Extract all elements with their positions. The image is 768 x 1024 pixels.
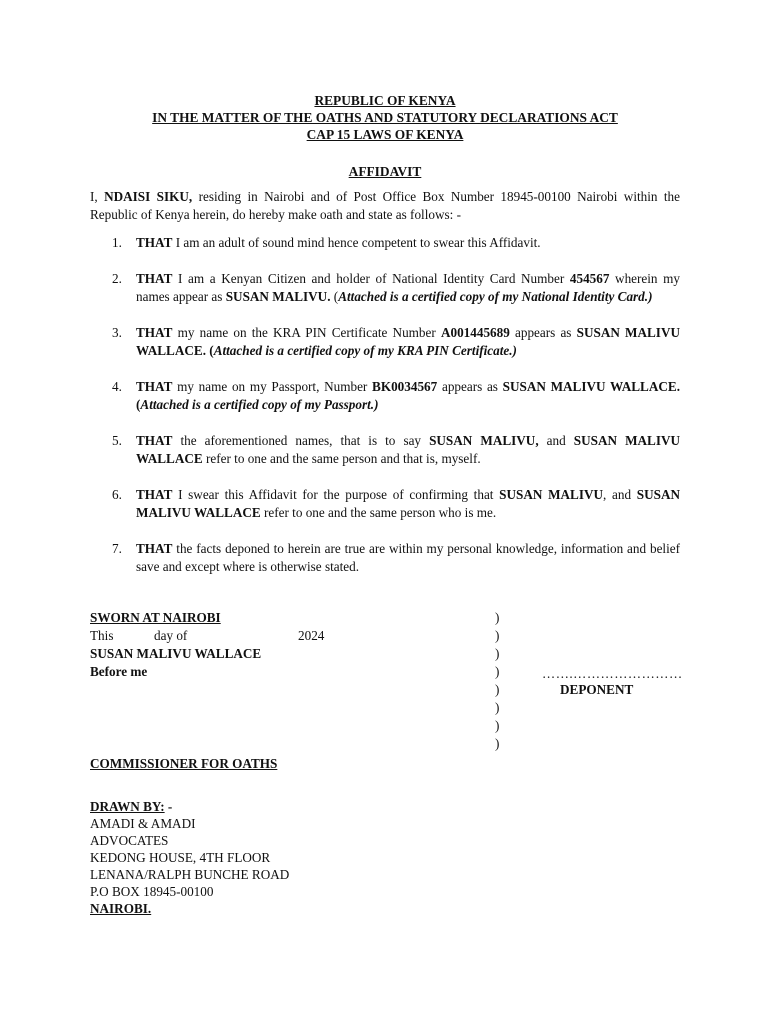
that-keyword: THAT	[136, 271, 173, 286]
name-susan-malivu: SUSAN MALIVU.	[225, 289, 331, 304]
paragraph-5	[90, 432, 680, 468]
paragraph-text: the facts deponed to herein are true are within my personal knowledge, information and belief save and except where is otherwise stated.	[136, 541, 680, 574]
commissioner-for-oaths: COMMISSIONER FOR OATHS	[90, 756, 278, 771]
firm-name: AMADI & AMADI	[90, 816, 196, 831]
year-value: 2024	[298, 628, 325, 643]
paragraph-text: I swear this Affidavit for the purpose of confirming that	[172, 487, 500, 502]
paragraph-3	[90, 324, 680, 360]
firm-type: ADVOCATES	[90, 833, 169, 848]
paragraph-number: 3.	[112, 325, 122, 340]
jurat-row	[90, 699, 610, 717]
paragraph-text: (	[330, 289, 339, 304]
firm-po-box: P.O BOX 18945-00100	[90, 884, 214, 899]
paragraph-text: my name on my Passport, Number	[172, 379, 373, 394]
name-susan-malivu: SUSAN MALIVU	[499, 487, 604, 502]
paragraph-text: , and	[603, 487, 637, 502]
signature-line: …….……………………	[542, 666, 683, 681]
paragraph-text: my name on the KRA PIN Certificate Number	[172, 325, 441, 340]
id-card-number: 454567	[569, 271, 610, 286]
intro-text: residing in Nairobi and of Post Office Box Number 18945-00100 Nairobi within the Republic of Kenya herein, do hereby make oath and state as follows: -	[90, 189, 680, 222]
firm-building: KEDONG HOUSE, 4TH FLOOR	[90, 850, 271, 865]
paragraph-text: the aforementioned names, that is to say	[172, 433, 430, 448]
drawn-by-label: DRAWN BY:	[90, 799, 165, 814]
paragraph-text: I am an adult of sound mind hence competent to swear this Affidavit.	[172, 235, 541, 250]
paragraph-number: 5.	[112, 433, 122, 448]
jurat-bracket: )	[495, 610, 500, 625]
jurat-row	[90, 645, 610, 663]
jurat-row	[90, 735, 610, 753]
that-keyword: THAT	[136, 379, 173, 394]
intro-paragraph	[90, 188, 680, 224]
kra-pin-number: A001445689	[440, 325, 510, 340]
that-keyword: THAT	[136, 433, 173, 448]
this-label: This	[90, 628, 114, 643]
paragraph-4	[90, 378, 680, 414]
affidavit-title: AFFIDAVIT	[348, 164, 422, 179]
day-of-label: day of	[154, 628, 188, 643]
paragraph-number: 1.	[112, 235, 122, 250]
paragraph-6	[90, 486, 680, 522]
jurat-section	[90, 609, 683, 753]
paragraph-text: . (	[202, 343, 214, 358]
before-me-label: Before me	[90, 664, 148, 679]
header-matter: IN THE MATTER OF THE OATHS AND STATUTORY DECLARATIONS ACT	[152, 110, 618, 125]
drawn-by-suffix: -	[164, 799, 173, 814]
paragraph-text: refer to one and the same person and that is, myself.	[202, 451, 481, 466]
jurat-bracket: )	[495, 700, 500, 715]
paragraph-1	[90, 234, 680, 252]
paragraph-7	[90, 540, 680, 576]
passport-number: BK0034567	[372, 379, 438, 394]
jurat-bracket: )	[495, 628, 500, 643]
name-susan-malivu-wallace: SUSAN MALIVU WALLACE	[136, 325, 680, 358]
that-keyword: THAT	[136, 325, 173, 340]
firm-street: LENANA/RALPH BUNCHE ROAD	[90, 867, 290, 882]
paragraph-number: 6.	[112, 487, 122, 502]
deponent-label: DEPONENT	[560, 682, 634, 697]
deponent-full-name: SUSAN MALIVU WALLACE	[90, 646, 262, 661]
jurat-row	[90, 609, 610, 627]
jurat-bracket: )	[495, 646, 500, 661]
jurat-bracket: )	[495, 682, 500, 697]
firm-city: NAIROBI.	[90, 901, 152, 916]
attachment-note: Attached is a certified copy of my KRA PIN Certificate.)	[213, 343, 517, 358]
paragraph-text: appears as	[509, 325, 577, 340]
that-keyword: THAT	[136, 541, 173, 556]
paragraph-number: 7.	[112, 541, 122, 556]
drawn-by-block	[90, 798, 289, 917]
paragraph-number: 4.	[112, 379, 122, 394]
that-keyword: THAT	[136, 487, 173, 502]
header-cap: CAP 15 LAWS OF KENYA	[306, 127, 464, 142]
name-susan-malivu: SUSAN MALIVU,	[429, 433, 539, 448]
jurat-bracket: )	[495, 736, 500, 751]
paragraph-text: refer to one and the same person who is me.	[260, 505, 497, 520]
paragraph-list	[90, 234, 680, 576]
deponent-name: NDAISI SIKU,	[104, 189, 193, 204]
attachment-note: Attached is a certified copy of my Passport.)	[140, 397, 379, 412]
jurat-row	[90, 627, 610, 645]
paragraph-text: wherein my names appear as	[136, 271, 680, 304]
jurat-row	[90, 681, 634, 699]
paragraph-text: and	[538, 433, 574, 448]
paragraph-number: 2.	[112, 271, 122, 286]
header-republic: REPUBLIC OF KENYA	[314, 93, 456, 108]
jurat-row	[90, 663, 683, 681]
jurat-bracket: )	[495, 664, 500, 679]
affidavit-document	[90, 92, 680, 594]
jurat-row	[90, 717, 610, 735]
sworn-at-label: SWORN AT NAIROBI	[90, 610, 221, 625]
attachment-note: Attached is a certified copy of my National Identity Card.)	[338, 289, 653, 304]
paragraph-text: . (	[136, 379, 680, 412]
that-keyword: THAT	[136, 235, 173, 250]
intro-prefix: I,	[90, 189, 105, 204]
drawn-by-heading	[90, 798, 289, 815]
name-susan-malivu-wallace: SUSAN MALIVU WALLACE	[502, 379, 677, 394]
name-susan-malivu-wallace: SUSAN MALIVU WALLACE	[136, 433, 681, 466]
paragraph-2	[90, 270, 680, 306]
paragraph-text: I am a Kenyan Citizen and holder of National Identity Card Number	[172, 271, 570, 286]
jurat-bracket: )	[495, 718, 500, 733]
paragraph-text: appears as	[437, 379, 503, 394]
name-susan-malivu-wallace: SUSAN MALIVU WALLACE	[136, 487, 680, 520]
